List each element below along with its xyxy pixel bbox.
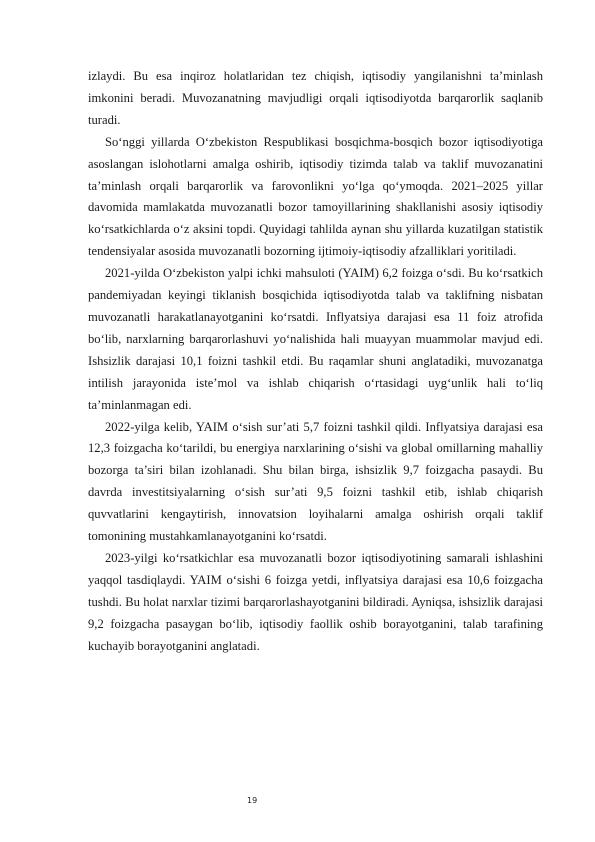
paragraph-continuation: izlaydi. Bu esa inqiroz holatlaridan tez chiqish, iqtisodiy yangilanishni ta’minlash imkonini beradi. Muvozanatning mavjudligi orqali iqtisodiyotda barqarorlik saqlanib turadi.: [88, 69, 543, 127]
body-text: [88, 66, 543, 657]
paragraph-reforms-intro: So‘nggi yillarda O‘zbekiston Respublikasi bosqichma-bosqich bozor iqtisodiyotiga asoslangan islohotlarni amalga oshirib, iqtisodiy tizimda talab va taklif muvozanatini ta’minlash orqali barqarorlik va farovonlikni yo‘lga qo‘ymoqda. 2021–2025 yillar davomida mamlakatda muvozanatli bozor tamoyillarining shakllanishi asosiy iqtisodiy ko‘rsatkichlarda o‘z aksini topdi. Quyidagi tahlilda aynan shu yillarda kuzatilgan statistik tendensiyalar asosida muvozanatli bozorning ijtimoiy-iqtisodiy afzalliklari yoritiladi.: [88, 134, 543, 259]
paragraph-2021: 2021-yilda O‘zbekiston yalpi ichki mahsuloti (YAIM) 6,2 foizga o‘sdi. Bu ko‘rsatkich pandemiyadan keyingi tiklanish bosqichida iqtisodiyotda talab va taklifning nisbatan muvozanatli harakatlanayotganini ko‘rsatdi. Inflyatsiya darajasi esa 11 foiz atrofida bo‘lib, narxlarning barqarorlashuvi yo‘nalishida hali muayyan muammolar mavjud edi. Ishsizlik darajasi 10,1 foizni tashkil etdi. Bu raqamlar shuni anglatadiki, muvozanatga intilish jarayonida iste’mol va ishlab chiqarish o‘rtasidagi uyg‘unlik hali to‘liq ta’minlanmagan edi.: [88, 266, 543, 412]
paragraph-2023: 2023-yilgi ko‘rsatkichlar esa muvozanatli bozor iqtisodiyotining samarali ishlashini yaqqol tasdiqlaydi. YAIM o‘sishi 6 foizga yetdi, inflyatsiya darajasi esa 10,6 foizgacha tushdi. Bu holat narxlar tizimi barqarorlashayotganini bildiradi. Ayniqsa, ishsizlik darajasi 9,2 foizgacha pasaygan bo‘lib, iqtisodiy faollik oshib borayotganini, talab tarafining kuchayib borayotganini anglatadi.: [88, 550, 543, 653]
paragraph-2022: 2022-yilga kelib, YAIM o‘sish sur’ati 5,7 foizni tashkil qildi. Inflyatsiya darajasi esa 12,3 foizgacha ko‘tarildi, bu energiya narxlarining o‘sishi va global omillarning mahalliy bozorga ta’siri bilan izohlanadi. Shu bilan birga, ishsizlik 9,7 foizgacha pasaydi. Bu davrda investitsiyalarning o‘sish sur’ati 9,5 foizni tashkil etib, ishlab chiqarish quvvatlarini kengaytirish, innovatsion loyihalarni amalga oshirish orqali taklif tomonining mustahkamlanayotganini ko‘rsatdi.: [88, 419, 543, 544]
page-number: 19: [247, 796, 258, 805]
